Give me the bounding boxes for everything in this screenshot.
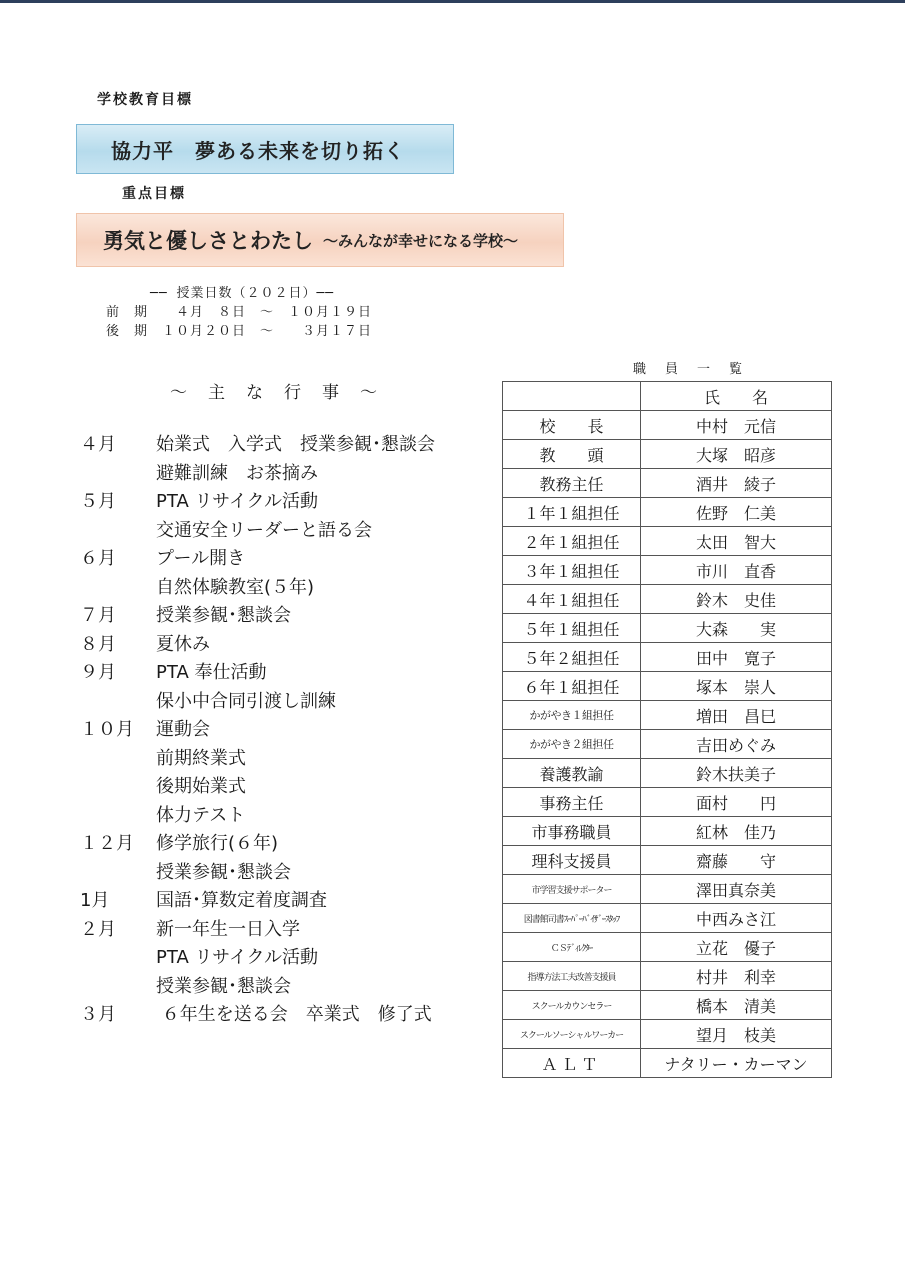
staff-role: 教務主任: [503, 469, 641, 498]
staff-row: [503, 498, 832, 527]
school-days: ── 授業日数（２０２日）──: [150, 286, 335, 301]
staff-role: 養護教諭: [503, 759, 641, 788]
term-first: 前 期 ４月 ８日 ～ １０月１９日: [106, 305, 373, 320]
event-item: 避難訓練 お茶摘み: [156, 462, 318, 484]
event-item: 前期終業式: [156, 747, 246, 769]
focus-goal-label: 重点目標: [122, 186, 186, 202]
event-item: 授業参観･懇談会: [156, 861, 291, 883]
staff-row: [503, 556, 832, 585]
event-item: 交通安全リーダーと語る会: [156, 519, 372, 541]
event-item: ６年生を送る会 卒業式 修了式: [156, 1004, 432, 1025]
staff-name: 中西みさ江: [641, 904, 832, 933]
staff-role: 指導方法工夫改善支援員: [503, 962, 641, 991]
staff-name: 市川 直香: [641, 556, 832, 585]
event-item: 国語･算数定着度調査: [156, 890, 327, 911]
top-rule: [0, 0, 905, 3]
event-item: 後期始業式: [156, 776, 246, 797]
staff-row: [503, 817, 832, 846]
staff-row: [503, 614, 832, 643]
staff-row: [503, 788, 832, 817]
staff-row: [503, 440, 832, 469]
event-month: ５月: [80, 491, 116, 512]
event-month: １２月: [80, 833, 134, 854]
staff-row: [503, 469, 832, 498]
staff-role: スクールソーシャルワーカー: [503, 1020, 641, 1049]
staff-role: ４年１組担任: [503, 585, 641, 614]
event-month: ９月: [80, 662, 116, 683]
event-item: 授業参観･懇談会: [156, 605, 291, 626]
staff-row: [503, 527, 832, 556]
staff-role: かがやき１組担任: [503, 701, 641, 730]
event-item: PTA 奉仕活動: [156, 662, 267, 683]
event-month: ７月: [80, 605, 116, 626]
staff-row: [503, 643, 832, 672]
staff-name: 紅林 佳乃: [641, 817, 832, 846]
staff-row: [503, 411, 832, 440]
staff-name: 面村 円: [641, 788, 832, 817]
staff-name: 佐野 仁美: [641, 498, 832, 527]
staff-table: [502, 381, 832, 1078]
event-item: PTA リサイクル活動: [156, 491, 318, 512]
event-item: 保小中合同引渡し訓練: [156, 690, 336, 712]
staff-name: 太田 智大: [641, 527, 832, 556]
event-item: 修学旅行(６年): [156, 833, 279, 854]
staff-role: かがやき２組担任: [503, 730, 641, 759]
staff-role: ２年１組担任: [503, 527, 641, 556]
event-month: ６月: [80, 548, 116, 569]
staff-name: 澤田真奈美: [641, 875, 832, 904]
event-item: PTA リサイクル活動: [156, 947, 318, 968]
staff-name: 大森 実: [641, 614, 832, 643]
event-item: 体力テスト: [156, 804, 246, 826]
staff-row: [503, 730, 832, 759]
staff-name: 鈴木扶美子: [641, 759, 832, 788]
event-item: 新一年生一日入学: [156, 918, 300, 940]
term-second: 後 期 １０月２０日 ～ ３月１７日: [106, 324, 373, 339]
staff-name: 望月 枝美: [641, 1020, 832, 1049]
staff-role: 市学習支援サポーター: [503, 875, 641, 904]
staff-name: 田中 寛子: [641, 643, 832, 672]
staff-row: [503, 585, 832, 614]
staff-row: [503, 904, 832, 933]
events-title: ～ 主 な 行 事 ～: [170, 383, 379, 403]
staff-name: ナタリー・カーマン: [641, 1049, 832, 1078]
staff-row: [503, 1020, 832, 1049]
staff-role: ３年１組担任: [503, 556, 641, 585]
staff-role: 理科支援員: [503, 846, 641, 875]
staff-row: [503, 991, 832, 1020]
staff-name: 村井 利幸: [641, 962, 832, 991]
staff-name: 吉田めぐみ: [641, 730, 832, 759]
staff-name: 酒井 綾子: [641, 469, 832, 498]
staff-role: スクールカウンセラー: [503, 991, 641, 1020]
event-item: 自然体験教室(５年): [156, 576, 315, 598]
event-month: ８月: [80, 633, 116, 655]
event-item: 運動会: [156, 719, 210, 740]
staff-row: [503, 933, 832, 962]
staff-row: [503, 846, 832, 875]
staff-header-name: 氏 名: [641, 382, 832, 411]
focus-goal-main: 勇気と優しさとわたし: [103, 229, 313, 253]
staff-header-role: [503, 382, 641, 411]
focus-goal-banner: [76, 213, 564, 267]
staff-row: [503, 701, 832, 730]
staff-name: 塚本 崇人: [641, 672, 832, 701]
event-month: ４月: [80, 434, 116, 455]
event-item: 夏休み: [156, 633, 210, 655]
staff-name: 立花 優子: [641, 933, 832, 962]
staff-row: [503, 759, 832, 788]
staff-role: 校 長: [503, 411, 641, 440]
staff-role: ５年２組担任: [503, 643, 641, 672]
staff-title: 職 員 一 覧: [633, 362, 746, 377]
staff-name: 大塚 昭彦: [641, 440, 832, 469]
staff-role: ６年１組担任: [503, 672, 641, 701]
staff-name: 中村 元信: [641, 411, 832, 440]
event-item: 始業式 入学式 授業参観･懇談会: [156, 434, 435, 455]
staff-role: ＡＬＴ: [503, 1049, 641, 1078]
staff-name: 橋本 清美: [641, 991, 832, 1020]
staff-header-row: [503, 382, 832, 411]
event-month: １０月: [80, 719, 134, 740]
school-goal-label: 学校教育目標: [97, 92, 193, 108]
staff-role: 市事務職員: [503, 817, 641, 846]
school-goal-banner: 協力平 夢ある未来を切り拓く: [76, 124, 454, 174]
staff-role: ＣＳﾃﾞｨﾚｸﾀｰ: [503, 933, 641, 962]
event-month: 1月: [80, 890, 110, 911]
staff-role: 図書館司書ｽｰﾊﾟｰﾊﾞｲｻﾞｰｽﾀｯﾌ: [503, 904, 641, 933]
event-item: プール開き: [156, 548, 246, 569]
event-month: ２月: [80, 918, 116, 940]
focus-goal-sub: ～みんなが幸せになる学校～: [323, 231, 519, 250]
staff-name: 齋藤 守: [641, 846, 832, 875]
staff-name: 増田 昌巳: [641, 701, 832, 730]
staff-role: 教 頭: [503, 440, 641, 469]
staff-role: １年１組担任: [503, 498, 641, 527]
event-month: ３月: [80, 1004, 116, 1025]
staff-role: ５年１組担任: [503, 614, 641, 643]
staff-row: [503, 1049, 832, 1078]
staff-role: 事務主任: [503, 788, 641, 817]
staff-row: [503, 962, 832, 991]
staff-name: 鈴木 史佳: [641, 585, 832, 614]
staff-row: [503, 875, 832, 904]
event-item: 授業参観･懇談会: [156, 975, 291, 997]
staff-row: [503, 672, 832, 701]
